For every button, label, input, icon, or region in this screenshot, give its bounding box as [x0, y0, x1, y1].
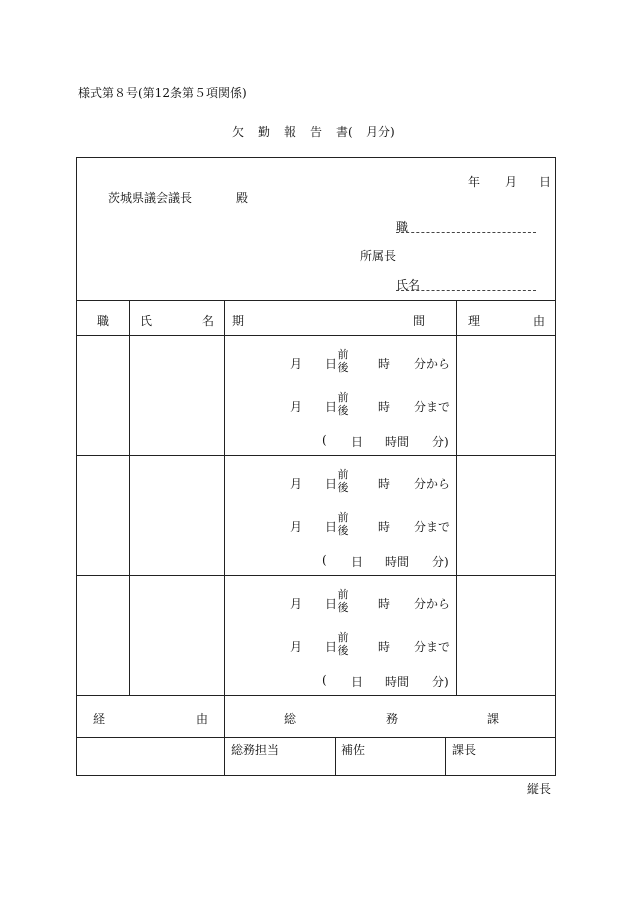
- name-label: 氏名: [396, 278, 421, 292]
- duration-minutes-label: 分): [432, 555, 449, 569]
- start-day-label: 日: [325, 597, 338, 611]
- footer-chief: 課長: [452, 743, 477, 757]
- header-period-second: 間: [413, 314, 426, 328]
- footer-general-affairs-2: 務: [386, 712, 399, 726]
- start-day-label: 日: [325, 477, 338, 491]
- duration-open-paren: (: [322, 553, 327, 567]
- end-month-label: 月: [290, 640, 303, 654]
- row-divider: [76, 455, 556, 456]
- report-form: [76, 157, 556, 776]
- col-divider: [224, 300, 225, 776]
- rows-bottom-border: [76, 695, 556, 696]
- duration-hours-label: 時間: [385, 675, 410, 689]
- start-pm-label: 後: [337, 481, 349, 494]
- duration-open-paren: (: [322, 433, 327, 447]
- duration-hours-label: 時間: [385, 555, 410, 569]
- duration-open-paren: (: [322, 673, 327, 687]
- col-divider: [445, 737, 446, 776]
- start-from-label: 分から: [414, 357, 451, 371]
- end-day-label: 日: [325, 400, 338, 414]
- header-post: 職: [97, 314, 110, 328]
- end-month-label: 月: [290, 520, 303, 534]
- duration-days-label: 日: [351, 555, 364, 569]
- col-divider: [456, 300, 457, 695]
- title-char: 告: [310, 125, 323, 139]
- post-label: 職: [396, 220, 409, 234]
- end-hour-label: 時: [378, 400, 391, 414]
- end-day-label: 日: [325, 520, 338, 534]
- header-name-first: 氏: [140, 314, 153, 328]
- post-signature-line: [396, 232, 536, 233]
- start-day-label: 日: [325, 357, 338, 371]
- start-pm-label: 後: [337, 361, 349, 374]
- end-until-label: 分まで: [414, 400, 451, 414]
- end-hour-label: 時: [378, 520, 391, 534]
- end-month-label: 月: [290, 400, 303, 414]
- col-divider: [335, 737, 336, 776]
- end-am-label: 前: [337, 511, 349, 524]
- date-day: 日: [539, 175, 552, 189]
- end-hour-label: 時: [378, 640, 391, 654]
- header-bottom-border: [76, 335, 556, 336]
- footer-assistant: 補佐: [341, 743, 366, 757]
- date-year: 年: [468, 175, 481, 189]
- start-pm-label: 後: [337, 601, 349, 614]
- end-day-label: 日: [325, 640, 338, 654]
- title-char: 報: [284, 125, 297, 139]
- footer-staff: 総務担当: [231, 743, 280, 757]
- end-am-label: 前: [337, 391, 349, 404]
- footer-via-first: 経: [93, 712, 106, 726]
- start-hour-label: 時: [378, 597, 391, 611]
- end-pm-label: 後: [337, 524, 349, 537]
- start-from-label: 分から: [414, 477, 451, 491]
- end-until-label: 分まで: [414, 520, 451, 534]
- end-pm-label: 後: [337, 404, 349, 417]
- footer-general-affairs-3: 課: [487, 712, 500, 726]
- date-month: 月: [505, 175, 518, 189]
- row-divider: [76, 575, 556, 576]
- title-char: 勤: [258, 125, 271, 139]
- header-reason-second: 由: [533, 314, 546, 328]
- start-hour-label: 時: [378, 477, 391, 491]
- footer-via-second: 由: [196, 712, 209, 726]
- title-char: 欠: [232, 125, 245, 139]
- start-hour-label: 時: [378, 357, 391, 371]
- start-am-label: 前: [337, 588, 349, 601]
- start-month-label: 月: [290, 357, 303, 371]
- duration-minutes-label: 分): [432, 435, 449, 449]
- footer-divider: [76, 737, 556, 738]
- footer-general-affairs-1: 総: [284, 712, 297, 726]
- orientation-note: 縦長: [527, 782, 552, 796]
- col-divider: [129, 300, 130, 695]
- header-name-second: 名: [202, 314, 215, 328]
- header-period-first: 期: [232, 314, 245, 328]
- duration-minutes-label: 分): [432, 675, 449, 689]
- form-number: 様式第８号(第12条第５項関係): [78, 86, 247, 100]
- start-month-label: 月: [290, 597, 303, 611]
- table-top-border: [76, 300, 556, 301]
- end-am-label: 前: [337, 631, 349, 644]
- title-month: 月分): [366, 125, 395, 139]
- start-am-label: 前: [337, 468, 349, 481]
- header-reason-first: 理: [468, 314, 481, 328]
- end-until-label: 分まで: [414, 640, 451, 654]
- dept-head-label: 所属長: [360, 249, 397, 263]
- duration-days-label: 日: [351, 435, 364, 449]
- start-from-label: 分から: [414, 597, 451, 611]
- end-pm-label: 後: [337, 644, 349, 657]
- duration-hours-label: 時間: [385, 435, 410, 449]
- title-char: 書(: [336, 125, 353, 139]
- duration-days-label: 日: [351, 675, 364, 689]
- honorific: 殿: [236, 191, 249, 205]
- start-am-label: 前: [337, 348, 349, 361]
- name-signature-line: [396, 290, 536, 291]
- addressee: 茨城県議会議長: [108, 191, 193, 205]
- start-month-label: 月: [290, 477, 303, 491]
